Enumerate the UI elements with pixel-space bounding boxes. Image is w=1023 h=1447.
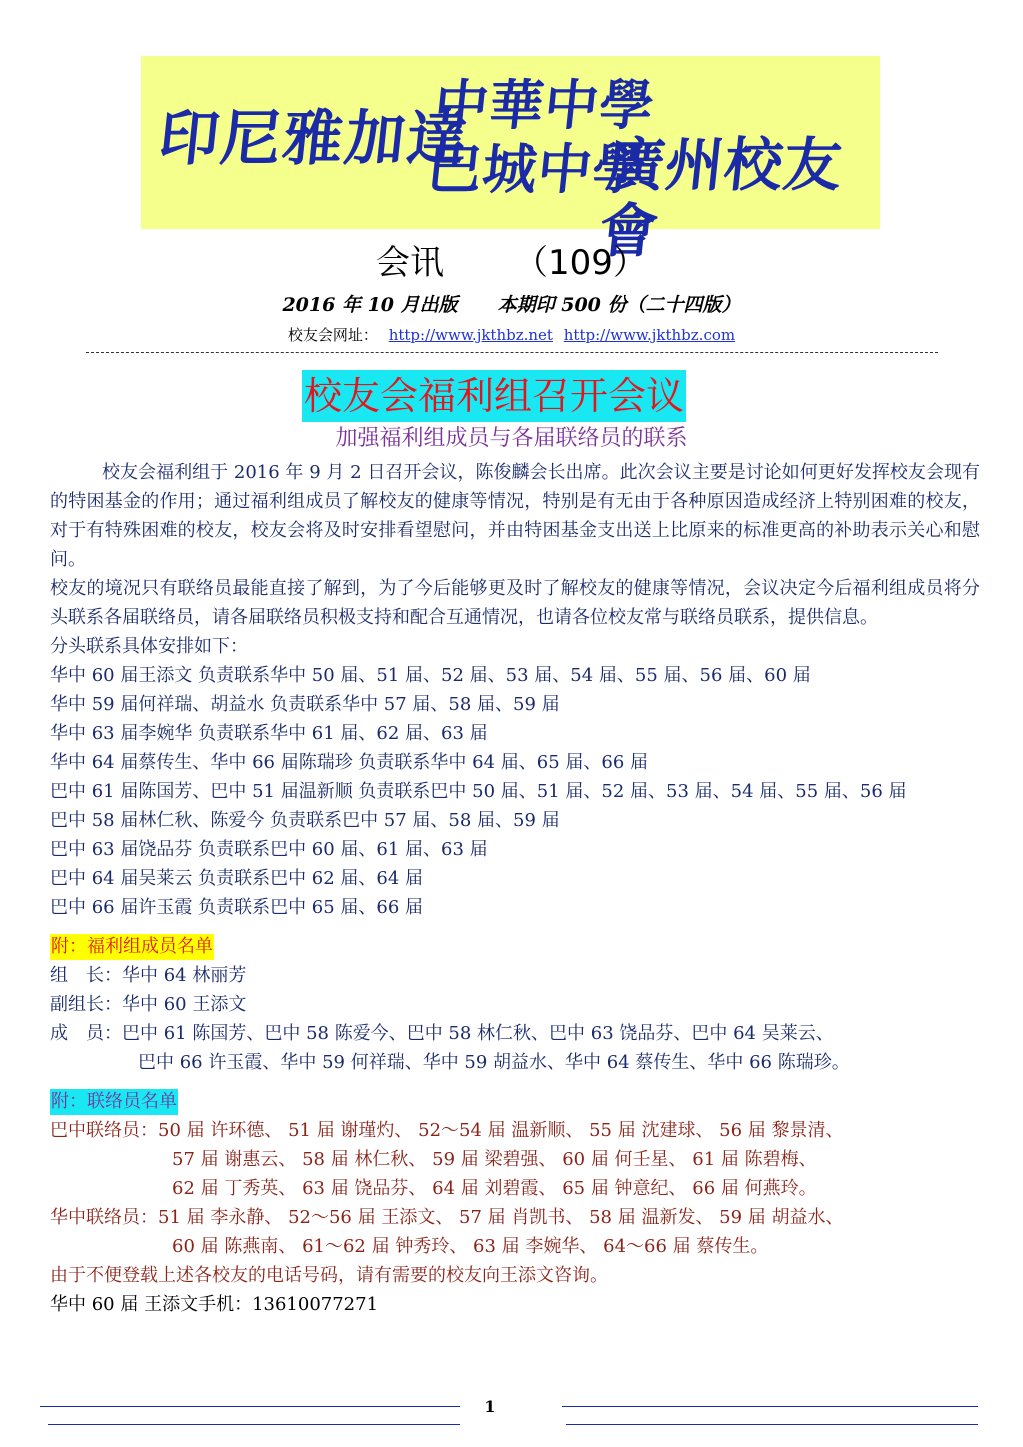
article-body (50, 458, 980, 1319)
banner-left-text: 印尼雅加達 (155, 104, 473, 174)
arrangement-item: 巴中 63 届饶品芬 负责联系巴中 60 届、61 届、63 届 (50, 839, 488, 860)
paragraph-2: 校友的境况只有联络员最能直接了解到，为了今后能够更及时了解校友的健康等情况，会议决定今后福利组成员将分头联系各届联络员，请各届联络员积极支持和配合互通情况，也请各位校友常与联络员联系，提供信息。 (50, 578, 980, 628)
footer-rule (40, 1406, 460, 1407)
footer-rule (566, 1424, 978, 1425)
website-label: 校友会网址： (287, 326, 378, 344)
newsletter-name: 会讯 (376, 243, 445, 283)
arrangement-item: 华中 60 届王添文 负责联系华中 50 届、51 届、52 届、53 届、54 届、55 届、56 届、60 届 (50, 665, 811, 686)
banner-school-2: 巴城中學 (424, 138, 651, 201)
liaisons-title: 附：联络员名单 (50, 1089, 178, 1115)
article-subheadline: 加强福利组成员与各届联络员的联系 (335, 426, 688, 451)
article-headline: 校友会福利组召开会议 (302, 370, 686, 422)
paragraph-1: 校友会福利组于 2016 年 9 月 2 日召开会议，陈俊麟会长出席。此次会议主要是讨论如何更好发挥校友会现有的特困基金的作用；通过福利组成员了解校友的健康等情况，特别是有无由于各种原因造成经济上特别困难的校友，对于有特殊困难的校友，校友会将及时安排看望慰问，并由特困基金支出送上比原来的标准更高的补助表示关心和慰问。 (50, 462, 980, 570)
arrangement-item: 华中 63 届李婉华 负责联系华中 61 届、62 届、63 届 (50, 723, 488, 744)
welfare-leader: 组 长：华中 64 林丽芳 (50, 965, 247, 986)
paragraph-3: 分头联系具体安排如下： (50, 636, 248, 657)
arrangement-item: 巴中 61 届陈国芳、巴中 51 届温新顺 负责联系巴中 50 届、51 届、52 届、53 届、54 届、55 届、56 届 (50, 781, 907, 802)
issue-date: 2016 年 10 月出版 (282, 294, 458, 316)
footer-rule (48, 1424, 460, 1425)
huazhong-liaisons-cont: 60 届 陈燕南、 61～62 届 钟秀玲、 63 届 李婉华、 64～66 届 蔡传生。 (172, 1236, 769, 1257)
page-number: 1 (484, 1397, 496, 1416)
welfare-members-cont: 巴中 66 许玉霞、华中 59 何祥瑞、华中 59 胡益水、华中 64 蔡传生、华中 66 陈瑞珍。 (138, 1052, 850, 1073)
divider (86, 352, 938, 353)
contact-note: 由于不便登载上述各校友的电话号码，请有需要的校友向王添文咨询。 (50, 1265, 608, 1286)
footer-rule (562, 1406, 978, 1407)
welfare-deputy: 副组长：华中 60 王添文 (50, 994, 247, 1015)
bazhong-liaisons-cont: 62 届 丁秀英、 63 届 饶品芬、 64 届 刘碧霞、 65 届 钟意纪、 66 届 何燕玲。 (172, 1178, 817, 1199)
bazhong-liaisons-cont: 57 届 谢惠云、 58 届 林仁秋、 59 届 梁碧强、 60 届 何壬星、 61 届 陈碧梅、 (172, 1149, 817, 1170)
banner-school-1: 中華中學 (431, 74, 658, 137)
bazhong-liaisons: 巴中联络员：50 届 许环德、 51 届 谢瑾灼、 52～54 届 温新顺、 55 届 沈建球、 56 届 黎景清、 (50, 1120, 844, 1141)
welfare-members: 成 员：巴中 61 陈国芳、巴中 58 陈爱今、巴中 58 林仁秋、巴中 63 饶品芬、巴中 64 吴莱云、 (50, 1023, 834, 1044)
website-line (0, 324, 1023, 346)
arrangement-item: 华中 59 届何祥瑞、胡益水 负责联系华中 57 届、58 届、59 届 (50, 694, 560, 715)
banner-right-text: 廣州校友會 (595, 131, 847, 265)
arrangement-item: 华中 64 届蔡传生、华中 66 届陈瑞珍 负责联系华中 64 届、65 届、66 届 (50, 752, 649, 773)
issue-info (0, 292, 1023, 318)
issue-copies: 本期印 500 份（二十四版） (497, 294, 741, 316)
arrangement-item: 巴中 58 届林仁秋、陈爱今 负责联系巴中 57 届、58 届、59 届 (50, 810, 560, 831)
issue-number: （109） (514, 243, 647, 283)
website-link-com[interactable]: http://www.jkthbz.com (563, 326, 736, 344)
welfare-members-title: 附：福利组成员名单 (50, 934, 214, 960)
arrangement-item: 巴中 64 届吴莱云 负责联系巴中 62 届、64 届 (50, 868, 424, 889)
arrangement-item: 巴中 66 届许玉霞 负责联系巴中 65 届、66 届 (50, 897, 424, 918)
newsletter-title (0, 240, 1023, 286)
contact-phone: 华中 60 届 王添文手机：13610077271 (50, 1294, 379, 1315)
website-link-net[interactable]: http://www.jkthbz.net (388, 326, 553, 344)
huazhong-liaisons: 华中联络员：51 届 李永静、 52～56 届 王添文、 57 届 肖凯书、 58 届 温新发、 59 届 胡益水、 (50, 1207, 844, 1228)
